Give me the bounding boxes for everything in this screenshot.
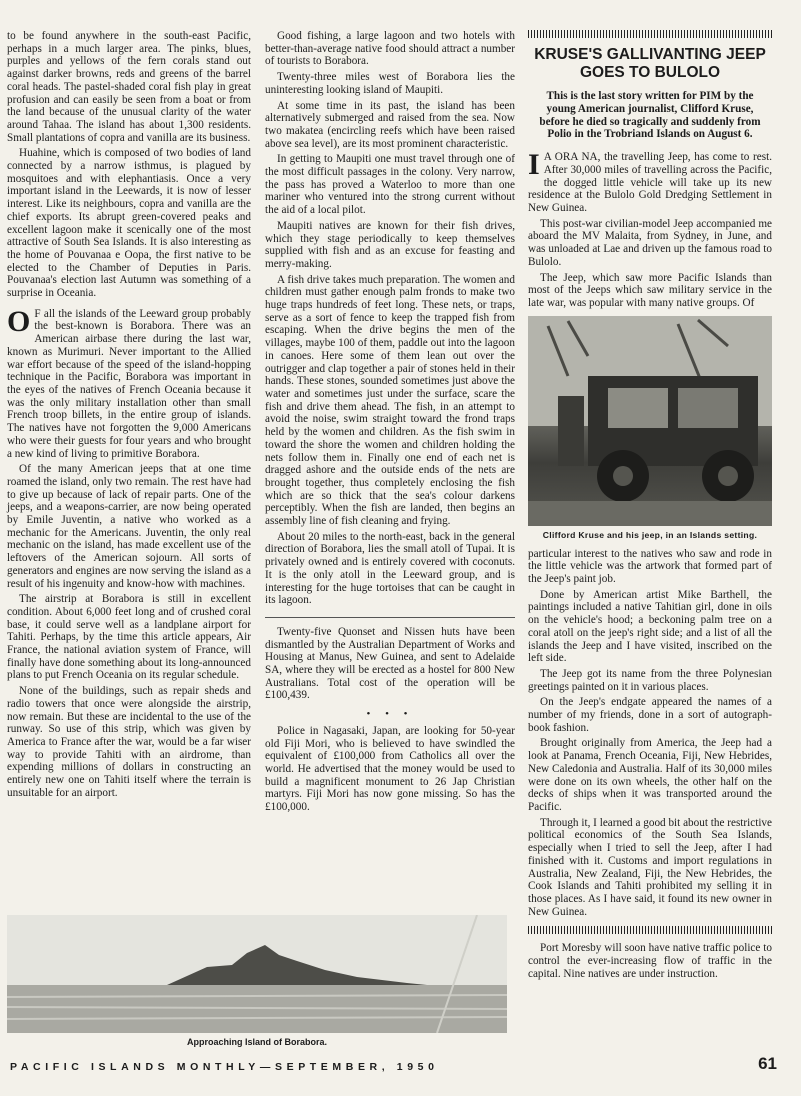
page-footer: PACIFIC ISLANDS MONTHLY—SEPTEMBER, 1950 — [10, 1061, 439, 1073]
paragraph: Of the many American jeeps that at one time roamed the island, only two remain. The rest have had to give up because of lack of repair parts. One of the jeeps, and a weapons-carrier, are now being operated by Emile Juventin, a native who worked as a mechanic for the Americans. Juventin, the only real mechanic on the island, has made excellent use of the leftovers of the American sojourn. All sorts of generators and engines are now serving the island as a result of his ingenuity and know-how with machines. — [7, 463, 251, 590]
paragraph: This post-war civilian-model Jeep accompanied me aboard the MV Malaita, from Sydney, in June, and was unloaded at Lae and driven up the famous road to Bulolo. — [528, 217, 772, 268]
paragraph: Huahine, which is composed of two bodies of land connected by a narrow isthmus, is plagued by mosquitoes and with elephantiasis. Once a very important island in the Leewards, it is now of lesser interest. Like its neighbours, copra and vanilla are the chief exports. Its abrupt green-covered peaks and excellent lagoon make it scenically one of the most attractive of South Sea Islands. It is also interesting as the home of Pouvanaa e Oopa, the first native to be elected to the Chamber of Deputies in Paris. Pouvanaa's election last Autumn was something of a surprise in Oceania. — [7, 147, 251, 300]
paragraph: In getting to Maupiti one must travel through one of the most difficult passages in the colony. Very narrow, the pass has proved a Waterloo to more than one mariner who ventured into the strong current without the aid of a local pilot. — [265, 153, 515, 217]
paragraph: About 20 miles to the north-east, back in the general direction of Borabora, lies the small atoll of Tupai. It is privately owned and is entirely covered with coconuts. It is the only atoll in the Leeward group, and is interesting for the huge tortoises that can be caught in its lagoon. — [265, 530, 515, 607]
column-1 — [7, 30, 251, 802]
paragraph — [7, 304, 251, 460]
article-standfirst: This is the last story written for PIM by the young American journalist, Clifford Kruse, before he died so tragically and suddenly from Polio in the Trobriand Islands on August 6. — [539, 90, 761, 141]
paragraph-text: F all the islands of the Leeward group probably the best-known is Borabora. There was an American airbase there during the last war, known as Murimuri. Never important to the Allied war effort because of the speed of the island-hopping technique in the Pacific, Borabora was important in the eyes of the natives of French Oceania because it was the only military installation other than small French troop billets, in the entire group of islands. The natives have not forgotten the 9,000 Americans who were their guests for four years and who brought a new kind of living to primitive Borabora. — [7, 307, 251, 460]
paragraph: At some time in its past, the island has been alternatively submerged and raised from the sea. Now two makatea (encircling reefs which have been raised above sea level), are its most prominent characteristic. — [265, 99, 515, 150]
decorative-band — [528, 30, 772, 38]
island-photo-caption: Approaching Island of Borabora. — [186, 1037, 327, 1047]
news-item: Police in Nagasaki, Japan, are looking for 50-year old Fiji Mori, who is believed to have swindled the equivalent of £100,000 from Catholics all over the world. He advertised that the money would be used to build a magnificent monument to 26 Jap Christian martyrs. Fiji Mori has now gone missing. So has the £100,000. — [265, 724, 515, 814]
drop-cap: O — [7, 304, 31, 338]
paragraph: Twenty-three miles west of Borabora lies the uninteresting looking island of Maupiti. — [265, 71, 515, 96]
island-photo — [7, 915, 507, 1033]
page-number: 61 — [758, 1054, 777, 1073]
paragraph: None of the buildings, such as repair sheds and radio towers that once were alongside the airstrip, now remain. But these are incidental to the use of the runway. So use of this strip, which was given by America to France after the war, would be a far wiser way to provide Tahiti with an airdrome, than expending millions of dollars in constructing an entirely new one on Tahiti itself where the terrain is unsuitable for an airport. — [7, 685, 251, 799]
island-landscape-icon — [7, 915, 507, 1033]
paragraph: Maupiti natives are known for their fish drives, which they stage periodically to keep themselves supplied with fish and as an excuse for feasting and merry-making. — [265, 219, 515, 270]
paragraph: On the Jeep's endgate appeared the names of a number of my friends, done in a sort of autograph-book fashion. — [528, 696, 772, 734]
paragraph: The Jeep got its name from the three Polynesian greetings painted on it in various places. — [528, 667, 772, 693]
paragraph: particular interest to the natives who saw and rode in the little vehicle was the artwork that formed part of the Jeep's paint job. — [528, 547, 772, 586]
paragraph: Good fishing, a large lagoon and two hotels with better-than-average native food should attract a number of tourists to Borabora. — [265, 30, 515, 68]
paragraph: The Jeep, which saw more Pacific Islands than most of the Jeeps which saw military service in the late war, was popular with many native groups. Of — [528, 271, 772, 309]
paragraph: Brought originally from America, the Jeep had a look at Panama, French Oceania, Fiji, New Hebrides, New Caledonia and Australia. Half of its 30,000 miles were done on its own wheels, the other half on the decks of ships when it was transported around the Pacific. — [528, 737, 772, 813]
jeep-illustration-icon — [528, 316, 772, 526]
column-2 — [265, 30, 515, 817]
dots-separator: • • • — [366, 708, 414, 721]
paragraph: The airstrip at Borabora is still in excellent condition. About 6,000 feet long and of crushed coral base, it could serve well as a landplane airport for Tahiti. Perhaps, by the time this article appears, Air France, the national aviation system of France, will finally have done something about its long-announced plans to put French Oceania on its regular schedule. — [7, 593, 251, 682]
paragraph: A fish drive takes much preparation. The women and children must gather enough palm fronds to make two huge traps hundreds of feet long. These nets, or traps, serve as a sort of fence to keep the trapped fish from escaping. When the drive begins the men of the villages, maybe 100 of them, paddle out into the lagoon in canoes. Here some of them lean out over the outrigger and clap together a pair of stones held in their hands. These stones, sounded sometimes just above the water and sometimes just under the surface, scare the fish and drive them ahead. The fish, in an attempt to avoid the noise, swim straight toward the frond traps held by the women and children. As the fish swim in toward the shore the women and children holding the nets follow them in. Finally one end of each net is dragged ashore and the outside ends of the nets are brought together, thus completely enclosing the fish which are so thick that the sea's colour darkens perceptibly. When the fish are landed, then begins an assembly line of fish cleaning and frying. — [265, 273, 515, 528]
paragraph: Through it, I learned a good bit about the restrictive political economics of the South Sea Islands, especially when I tried to sell the Jeep, after I had finished with it. Customs and import regulations in Australia, New Zealand, Fiji, the New Hebrides, the Cook Islands and Tahiti prohibited my selling it in those places. As I have said, it found its new owner in New Guinea. — [528, 816, 772, 918]
article-headline: KRUSE'S GALLIVANTING JEEP GOES TO BULOLO — [534, 46, 766, 81]
jeep-photo — [528, 316, 772, 526]
paragraph-text: A ORA NA, the travelling Jeep, has come to rest. After 30,000 miles of travelling across the Pacific, the dogged little vehicle will take up its new residence at the Bulolo Gold Dredging Settlement in New Guinea. — [528, 151, 772, 214]
news-item: Port Moresby will soon have native traffic police to control the ever-increasing flow of traffic in the capital. Nine natives are under instruction. — [528, 942, 772, 980]
news-item: Twenty-five Quonset and Nissen huts have been dismantled by the Australian Department of Works and Housing at Manus, New Guinea, and sent to Adelaide SA, where they will be erected as a hostel for 800 New Australians. Total cost of the operation will be £100,439. — [265, 625, 515, 702]
paragraph: Done by American artist Mike Barthell, the paintings included a native Tahitian girl, done in oils on the vehicle's hood; a beckoning palm tree on a coral atoll on the jeep's right side; and a list of all the islands the Jeep and I have visited, inscribed on the left side. — [528, 588, 772, 665]
paragraph — [528, 148, 772, 215]
paragraph: to be found anywhere in the south-east Pacific, perhaps in a much larger area. The pinks, blues, purples and yellows of the fern corals stand out against darker browns, reds and greens of the barrel coral heads. The pastel-shaded coral fish play in great profusion and can easily be seen from a boat or from the land because of the unusual clarity of the water around Tahaa. The island has about 1,300 residents. Small plantations of copra and vanilla are its business. — [7, 30, 251, 144]
column-3 — [528, 30, 772, 983]
drop-cap: I — [528, 148, 540, 182]
section-divider — [265, 617, 515, 618]
photo-caption: Clifford Kruse and his jeep, in an Islands setting. — [542, 529, 758, 540]
decorative-band — [528, 926, 772, 934]
